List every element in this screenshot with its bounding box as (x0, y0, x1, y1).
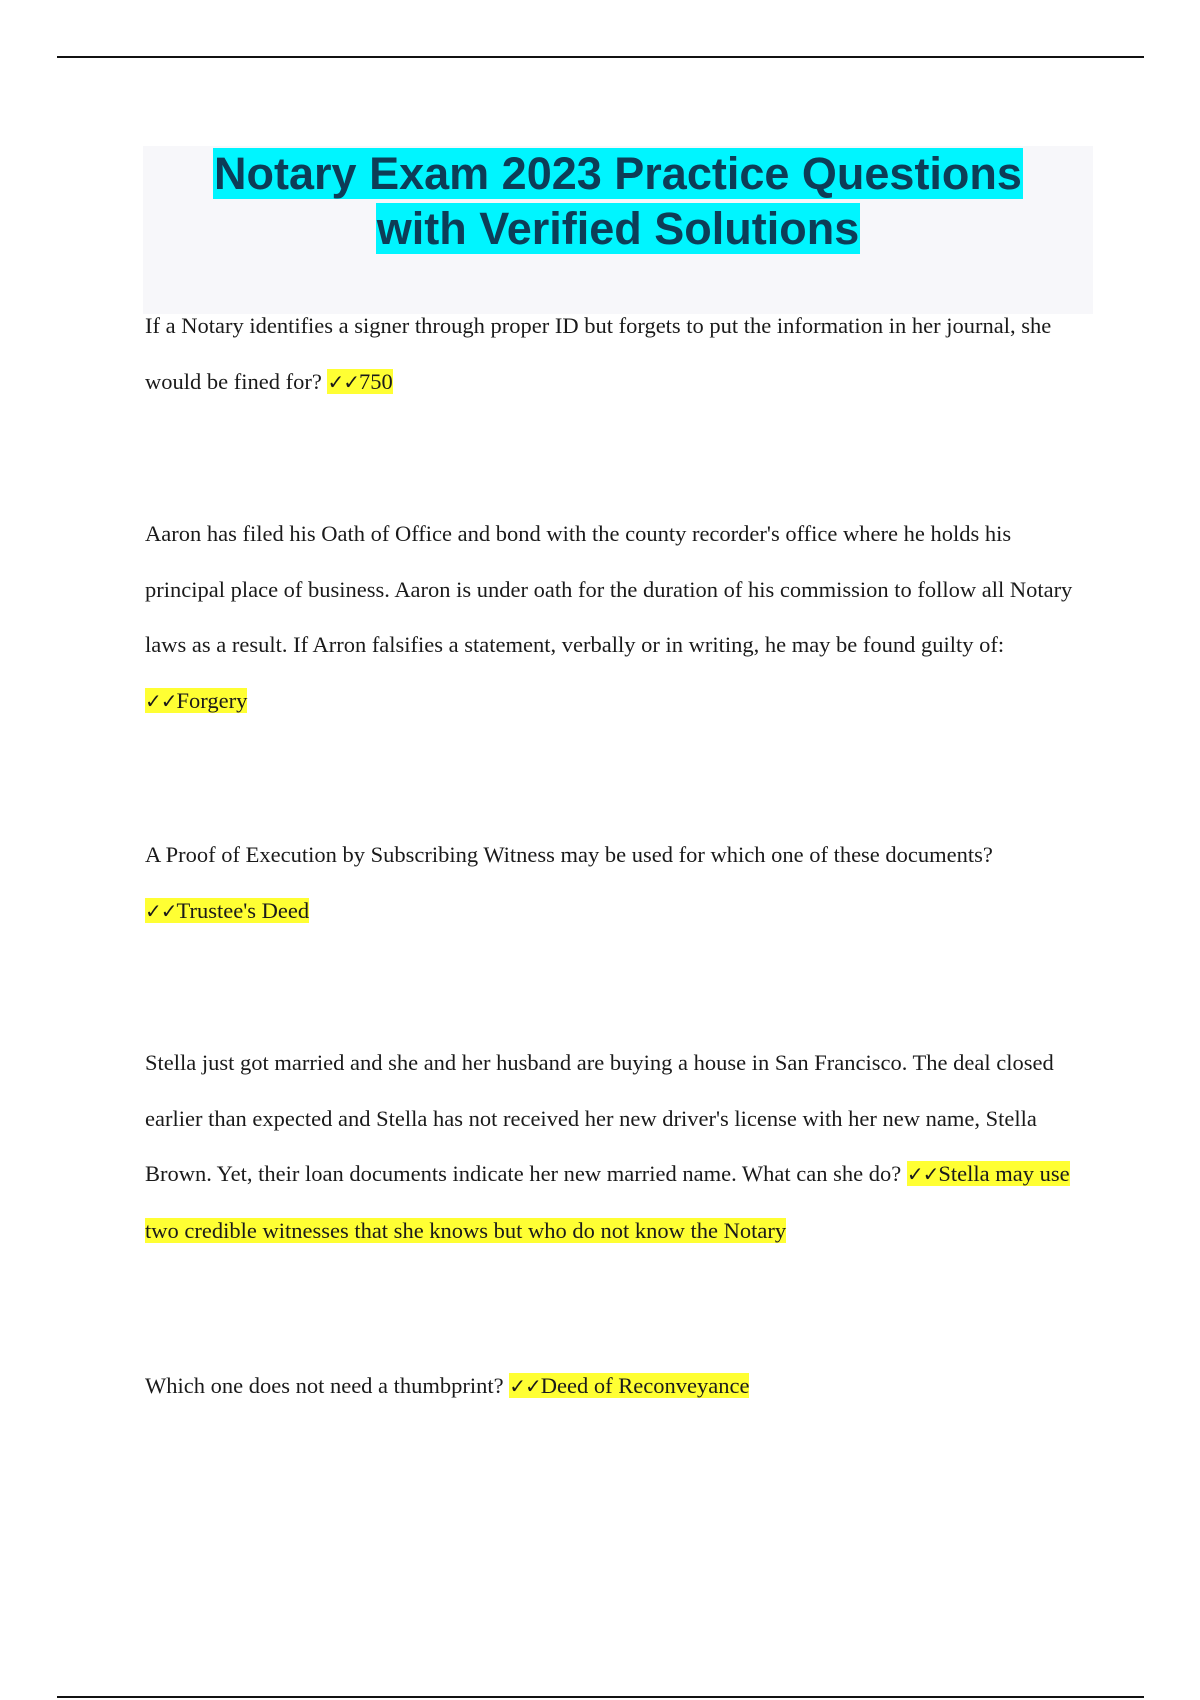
qa-item-3 (145, 827, 1095, 939)
qa-item-1 (145, 298, 1095, 410)
answer-text: Stella may use two credible witnesses that she knows but who do not know the Notary (145, 1161, 1070, 1243)
answer-highlight (327, 369, 392, 394)
bottom-rule (57, 1696, 1144, 1698)
qa-item-4 (145, 1035, 1095, 1258)
question-text: Stella just got married and she and her husband are buying a house in San Francisco. The deal closed earlier than expected and Stella has not received her new driver's license with her new name, Stella Brown. Yet, their loan documents indicate her new married name. What can she do? (145, 1050, 1054, 1186)
double-check-icon: ✓✓ (145, 688, 177, 713)
top-rule (57, 56, 1144, 58)
answer-highlight (145, 688, 247, 713)
qa-item-2 (145, 506, 1095, 729)
double-check-icon: ✓✓ (509, 1374, 541, 1398)
answer-highlight (509, 1373, 749, 1398)
title-line-2: with Verified Solutions (376, 203, 860, 254)
answer-text: Deed of Reconveyance (540, 1373, 750, 1398)
double-check-icon: ✓✓ (327, 369, 359, 394)
answer-text: Trustee's Deed (176, 897, 310, 923)
question-text: Aaron has filed his Oath of Office and bond with the county recorder's office where he holds his principal place of business. Aaron is under oath for the duration of his commission to follow all Notary laws as a result. If Arron falsifies a statement, verbally or in writing, he may be found guilty of: (145, 521, 1073, 657)
title-line-1: Notary Exam 2023 Practice Questions (214, 148, 1022, 199)
double-check-icon: ✓✓ (145, 898, 177, 923)
answer-highlight (145, 898, 309, 923)
double-check-icon: ✓✓ (906, 1162, 939, 1186)
title-block (143, 146, 1093, 314)
question-text: If a Notary identifies a signer through proper ID but forgets to put the information in her journal, she would be fined for? (145, 313, 1052, 394)
answer-text: 750 (358, 368, 393, 394)
qa-item-5 (145, 1358, 1095, 1415)
question-text: A Proof of Execution by Subscribing Witness may be used for which one of these documents? (145, 842, 993, 867)
page-title (143, 146, 1093, 256)
answer-text: Forgery (176, 687, 248, 713)
question-text: Which one does not need a thumbprint? (145, 1373, 504, 1398)
